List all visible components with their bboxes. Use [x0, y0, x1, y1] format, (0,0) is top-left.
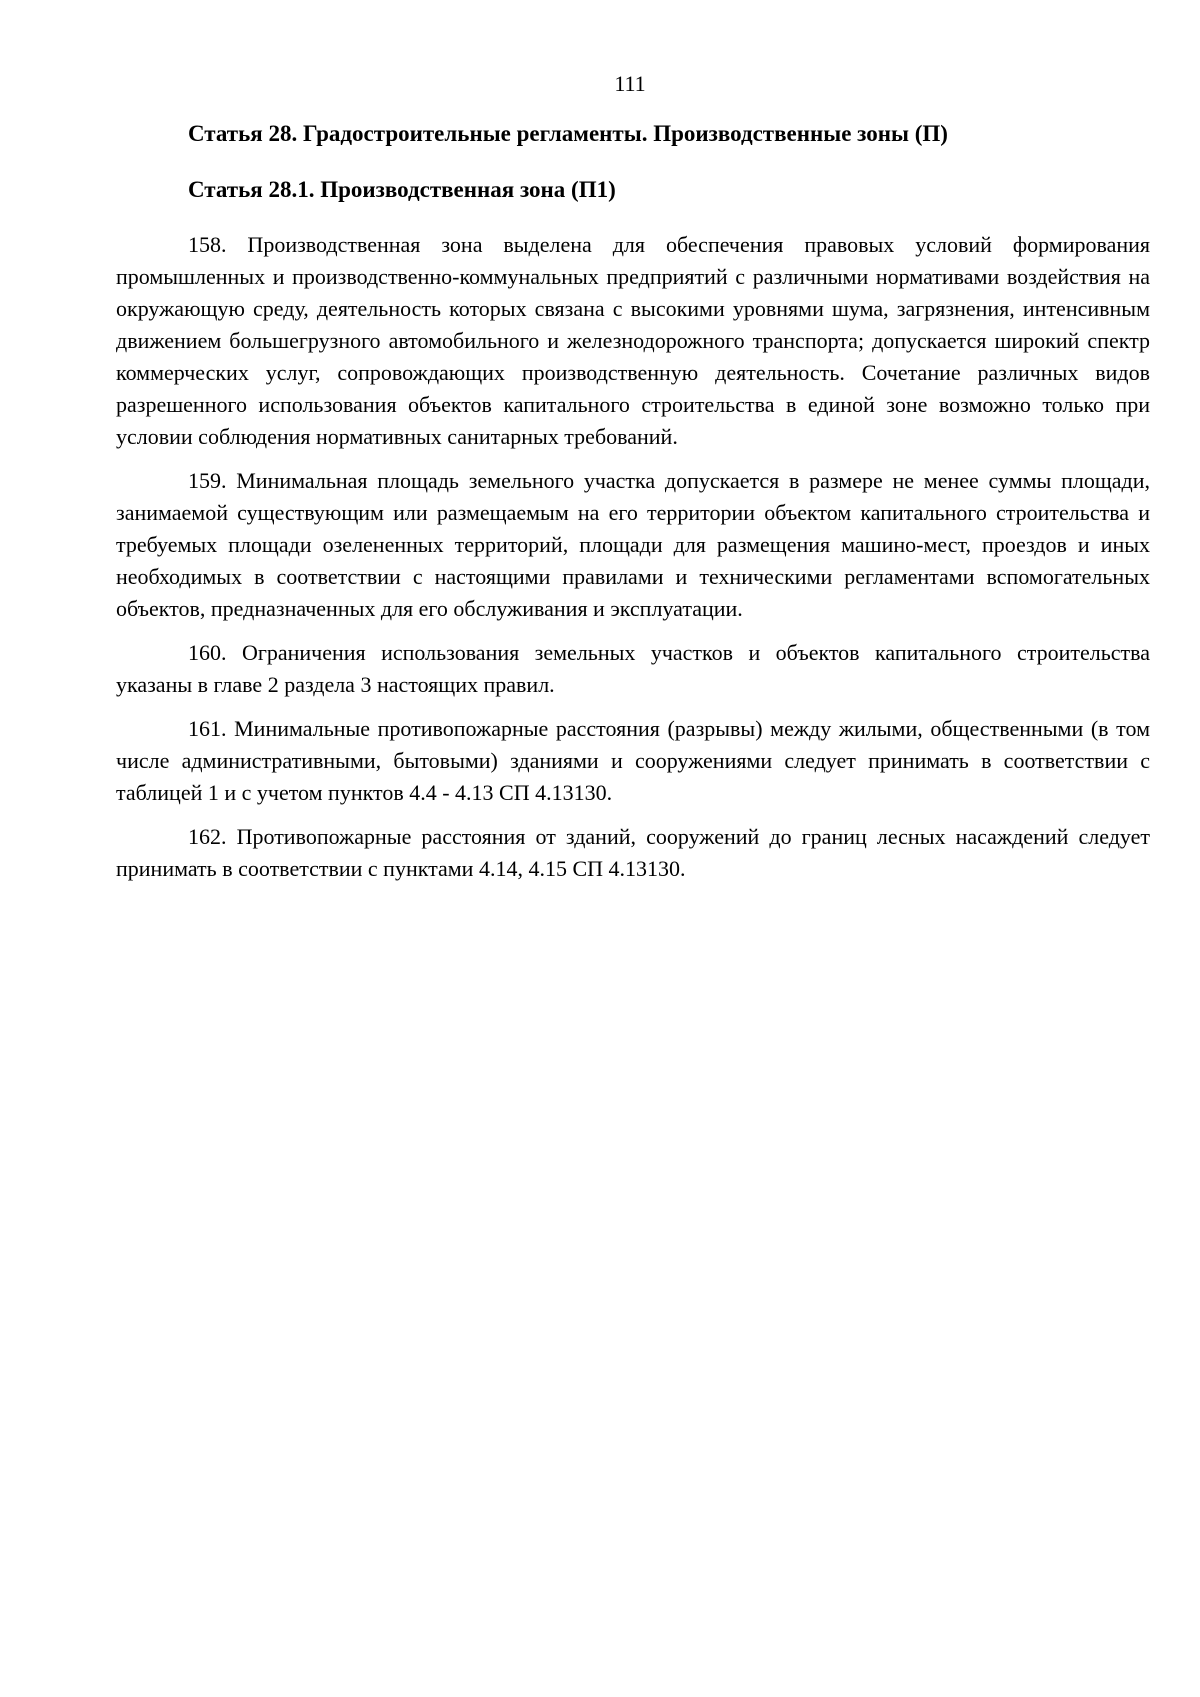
- paragraph-162: 162. Противопожарные расстояния от зданий, сооружений до границ лесных насаждений следует принимать в соответствии с пунктами 4.14, 4.15 СП 4.13130.: [116, 824, 1150, 881]
- paragraph-158: 158. Производственная зона выделена для обеспечения правовых условий формирования промышленных и производственно-коммунальных предприятий с различными нормативами воздействия на окружающую среду, деятельность которых связана с высокими уровнями шума, загрязнения, интенсивным движением большегрузного автомобильного и железнодорожного транспорта; допускается широкий спектр коммерческих услуг, сопровождающих производственную деятельность. Сочетание различных видов разрешенного использования объектов капитального строительства в единой зоне возможно только при условии соблюдения нормативных санитарных требований.: [116, 232, 1150, 449]
- article-heading: Статья 28. Градостроительные регламенты. Производственные зоны (П): [188, 121, 948, 146]
- subarticle-heading: Статья 28.1. Производственная зона (П1): [188, 177, 616, 202]
- paragraph-160: 160. Ограничения использования земельных участков и объектов капитального строительства указаны в главе 2 раздела 3 настоящих правил.: [116, 640, 1150, 697]
- paragraph-159: 159. Минимальная площадь земельного участка допускается в размере не менее суммы площади, занимаемой существующим или размещаемым на его территории объектом капитального строительства и требуемых площади озелененных территорий, площади для размещения машино-мест, проездов и иных необходимых в соответствии с настоящими правилами и техническими регламентами вспомогательных объектов, предназначенных для его обслуживания и эксплуатации.: [116, 468, 1150, 621]
- paragraph-161: 161. Минимальные противопожарные расстояния (разрывы) между жилыми, общественными (в том числе административными, бытовыми) зданиями и сооружениями следует принимать в соответствии с таблицей 1 и с учетом пунктов 4.4 - 4.13 СП 4.13130.: [116, 716, 1150, 805]
- document-body: [116, 229, 1150, 897]
- page-number: 111: [614, 71, 646, 96]
